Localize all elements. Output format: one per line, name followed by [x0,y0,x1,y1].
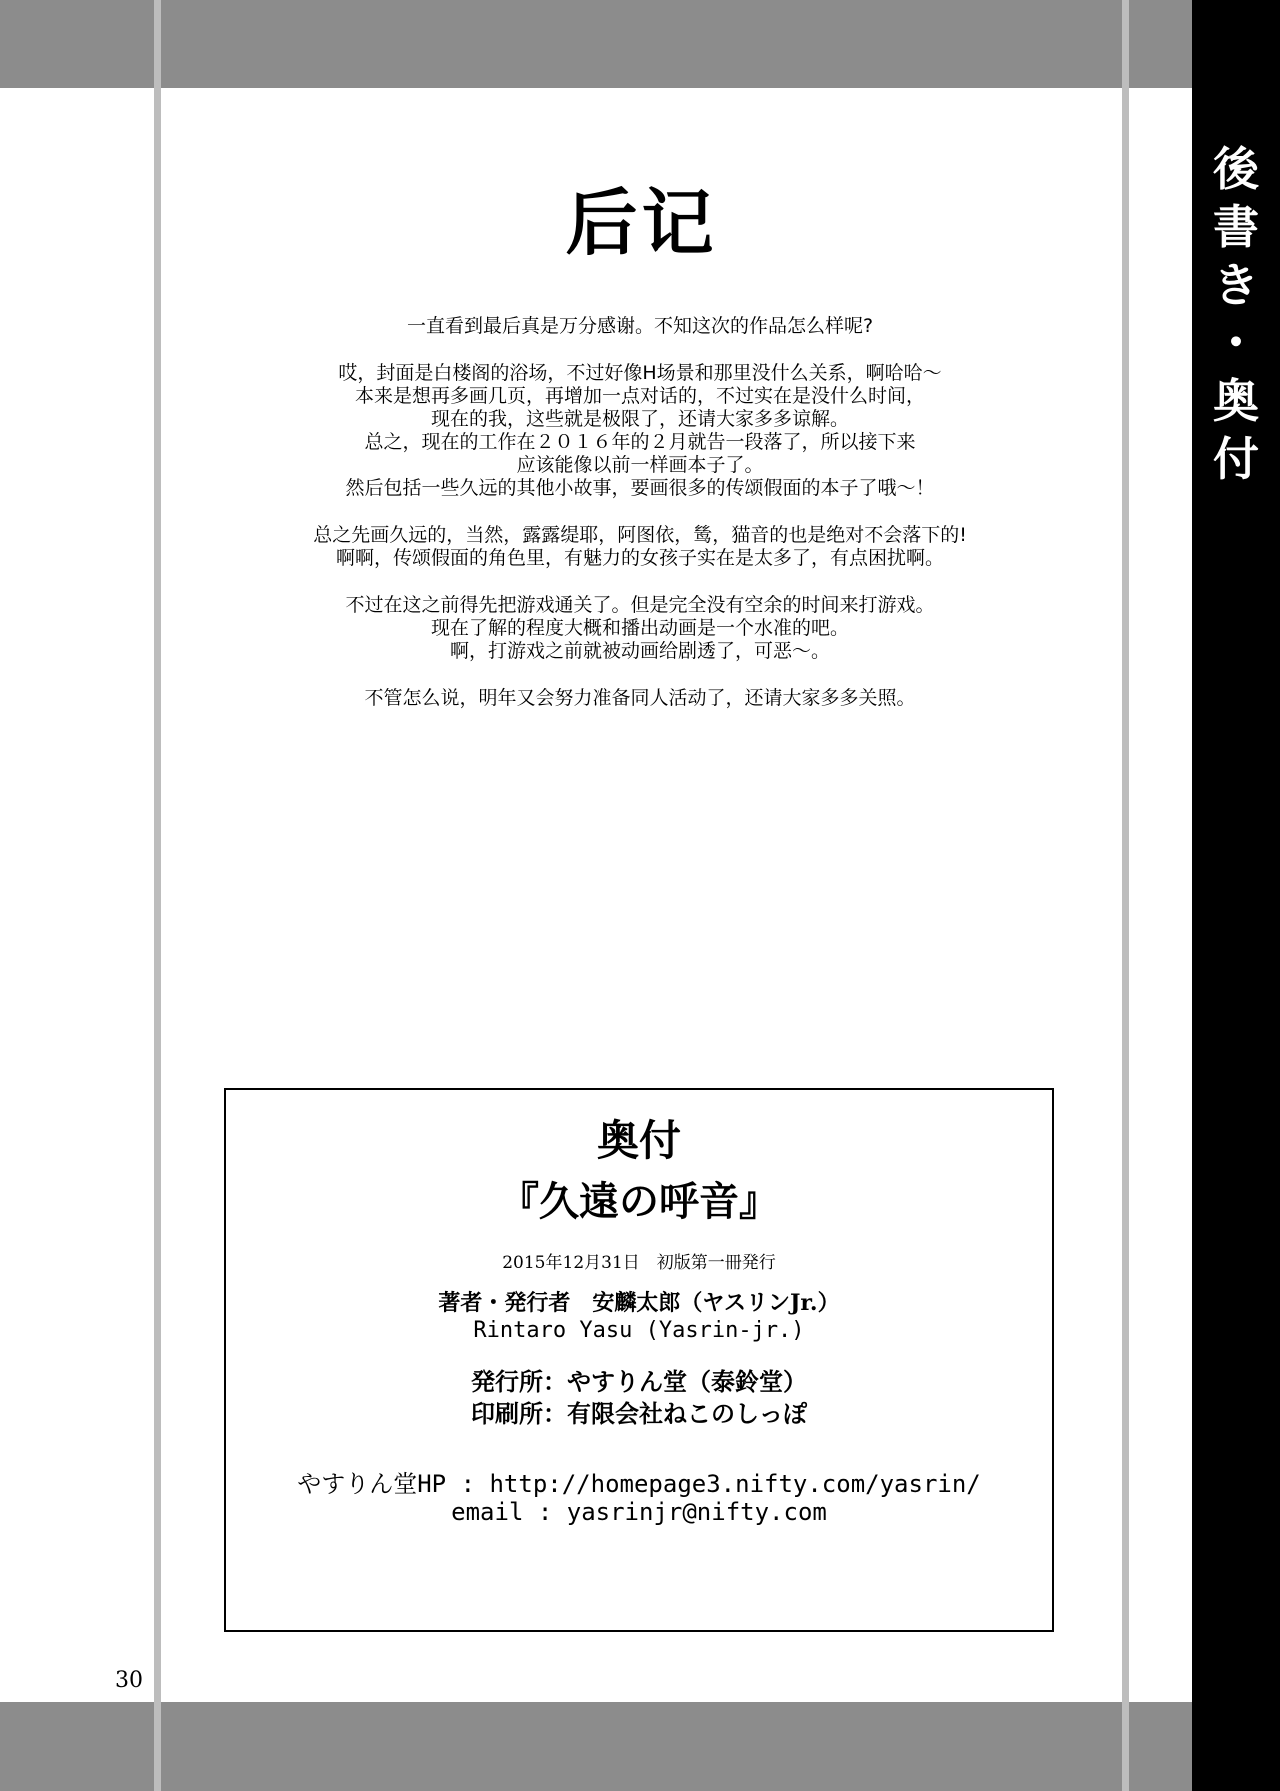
afterword-paragraph [170,524,1110,570]
afterword-paragraph [170,362,1110,500]
afterword-line: 然后包括一些久远的其他小故事，要画很多的传颂假面的本子了哦～！ [345,477,935,499]
author-romanized: Rintaro Yasu (Yasrin-jr.) [473,1318,805,1343]
colophon-title: 奥付 [596,1116,681,1165]
afterword-line: 不管怎么说，明年又会努力准备同人活动了，还请大家多多关照。 [364,687,916,709]
top-gray-band [0,0,1192,88]
afterword-body [170,315,1110,734]
side-tab-char: ・ [1213,316,1259,370]
afterword-line: 啊啊，传颂假面的角色里，有魅力的女孩子实在是太多了，有点困扰啊。 [335,547,944,569]
side-tab-char: 書 [1213,200,1259,254]
afterword-line: 现在了解的程度大概和播出动画是一个水准的吧。 [430,617,849,639]
publication-date: 2015年12月31日 初版第一冊発行 [502,1253,776,1273]
page-number: 30 [115,1668,143,1693]
bottom-gray-band [0,1702,1192,1791]
email-line: email : yasrinjr@nifty.com [451,1498,827,1526]
afterword-line: 本来是想再多画几页，再增加一点对话的，不过实在是没什么时间， [354,385,925,407]
afterword-line: 现在的我，这些就是极限了，还请大家多多谅解。 [430,408,849,430]
left-margin-line [154,0,161,1791]
side-tab-char: 付 [1213,432,1259,486]
side-tab-title [1204,140,1268,488]
colophon-box [224,1088,1054,1632]
book-title: 『久遠の呼音』 [499,1178,779,1225]
homepage-line: やすりん堂HP : http://homepage3.nifty.com/yasrin/ [297,1470,981,1498]
publisher-line: 発行所：やすりん堂（泰鈴堂） [471,1368,807,1396]
side-tab-char: 奥 [1213,374,1259,428]
afterword-line: 哎，封面是白楼阁的浴场，不过好像H场景和那里没什么关系，啊哈哈～ [338,362,942,384]
afterword-paragraph [170,687,1110,710]
afterword-line: 应该能像以前一样画本子了。 [516,454,764,476]
author-line: 著者・発行者 安麟太郎（ヤスリンJr.） [438,1290,840,1316]
right-margin-line [1122,0,1129,1791]
afterword-line: 不过在这之前得先把游戏通关了。但是完全没有空余的时间来打游戏。 [345,594,935,616]
afterword-line: 一直看到最后真是万分感谢。不知这次的作品怎么样呢? [406,315,874,337]
printer-line: 印刷所：有限会社ねこのしっぽ [471,1400,807,1428]
afterword-title: 后记 [565,181,718,265]
side-tab-char: 後 [1213,142,1259,196]
side-tab-char: き [1213,258,1259,312]
afterword-paragraph [170,315,1110,338]
afterword-line: 啊，打游戏之前就被动画给剧透了，可恶～。 [449,640,830,662]
afterword-paragraph [170,594,1110,663]
afterword-line: 总之，现在的工作在２０１６年的２月就告一段落了，所以接下来 [364,431,916,453]
afterword-line: 总之先画久远的，当然，露露缇耶，阿图依，鸶，猫音的也是绝对不会落下的! [313,524,967,546]
